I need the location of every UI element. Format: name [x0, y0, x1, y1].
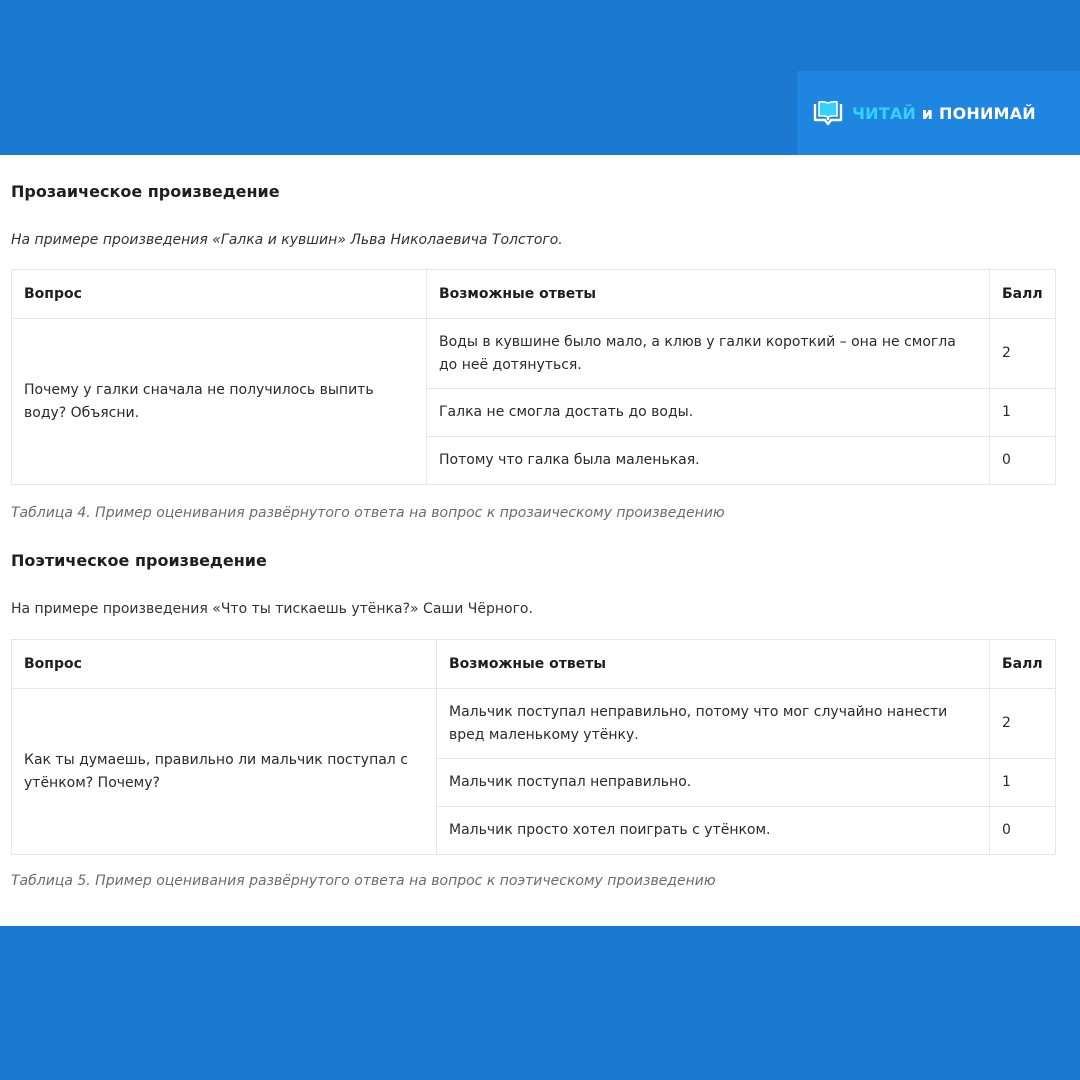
table-row: [12, 689, 1056, 759]
table-poetry: [11, 639, 1056, 855]
score-cell: 0: [990, 807, 1056, 855]
score-cell: 0: [990, 437, 1056, 485]
header-score: Балл: [990, 270, 1056, 319]
open-book-icon: [812, 100, 844, 126]
table-row: [12, 319, 1056, 389]
document-page: [0, 155, 1080, 926]
logo-word-1: ЧИТАЙ: [852, 103, 917, 123]
table-header-row: [12, 640, 1056, 689]
header-answers: Возможные ответы: [427, 270, 990, 319]
answer-cell: Потому что галка была маленькая.: [427, 437, 990, 485]
table-header-row: [12, 270, 1056, 319]
table-caption-5: Таблица 5. Пример оценивания развёрнутого ответа на вопрос к поэтическому произведению: [11, 873, 716, 889]
score-cell: 2: [990, 689, 1056, 759]
answer-cell: Мальчик поступал неправильно, потому что мог случайно нанести вред маленькому утёнку.: [437, 689, 990, 759]
header-question: Вопрос: [12, 640, 437, 689]
header-score: Балл: [990, 640, 1056, 689]
answer-cell: Мальчик просто хотел поиграть с утёнком.: [437, 807, 990, 855]
header-answers: Возможные ответы: [437, 640, 990, 689]
section1-heading: Прозаическое произведение: [11, 182, 280, 201]
answer-cell: Воды в кувшине было мало, а клюв у галки короткий – она не смогла до неё дотянуться.: [427, 319, 990, 389]
section2-heading: Поэтическое произведение: [11, 551, 267, 570]
header-question: Вопрос: [12, 270, 427, 319]
score-cell: 1: [990, 759, 1056, 807]
answer-cell: Галка не смогла достать до воды.: [427, 389, 990, 437]
bottom-band: [0, 926, 1080, 1080]
question-cell: Почему у галки сначала не получилось выпить воду? Объясни.: [12, 319, 427, 485]
score-cell: 1: [990, 389, 1056, 437]
logo-word-2: и ПОНИМАЙ: [921, 103, 1036, 123]
section2-intro: На примере произведения «Что ты тискаешь утёнка?» Саши Чёрного.: [11, 601, 533, 617]
section1-intro: На примере произведения «Галка и кувшин» Льва Николаевича Толстого.: [11, 232, 563, 248]
table-caption-4: Таблица 4. Пример оценивания развёрнутого ответа на вопрос к прозаическому произведению: [11, 505, 725, 521]
answer-cell: Мальчик поступал неправильно.: [437, 759, 990, 807]
question-cell: Как ты думаешь, правильно ли мальчик поступал с утёнком? Почему?: [12, 689, 437, 855]
logo: [797, 71, 1080, 155]
score-cell: 2: [990, 319, 1056, 389]
table-prose: [11, 269, 1056, 485]
